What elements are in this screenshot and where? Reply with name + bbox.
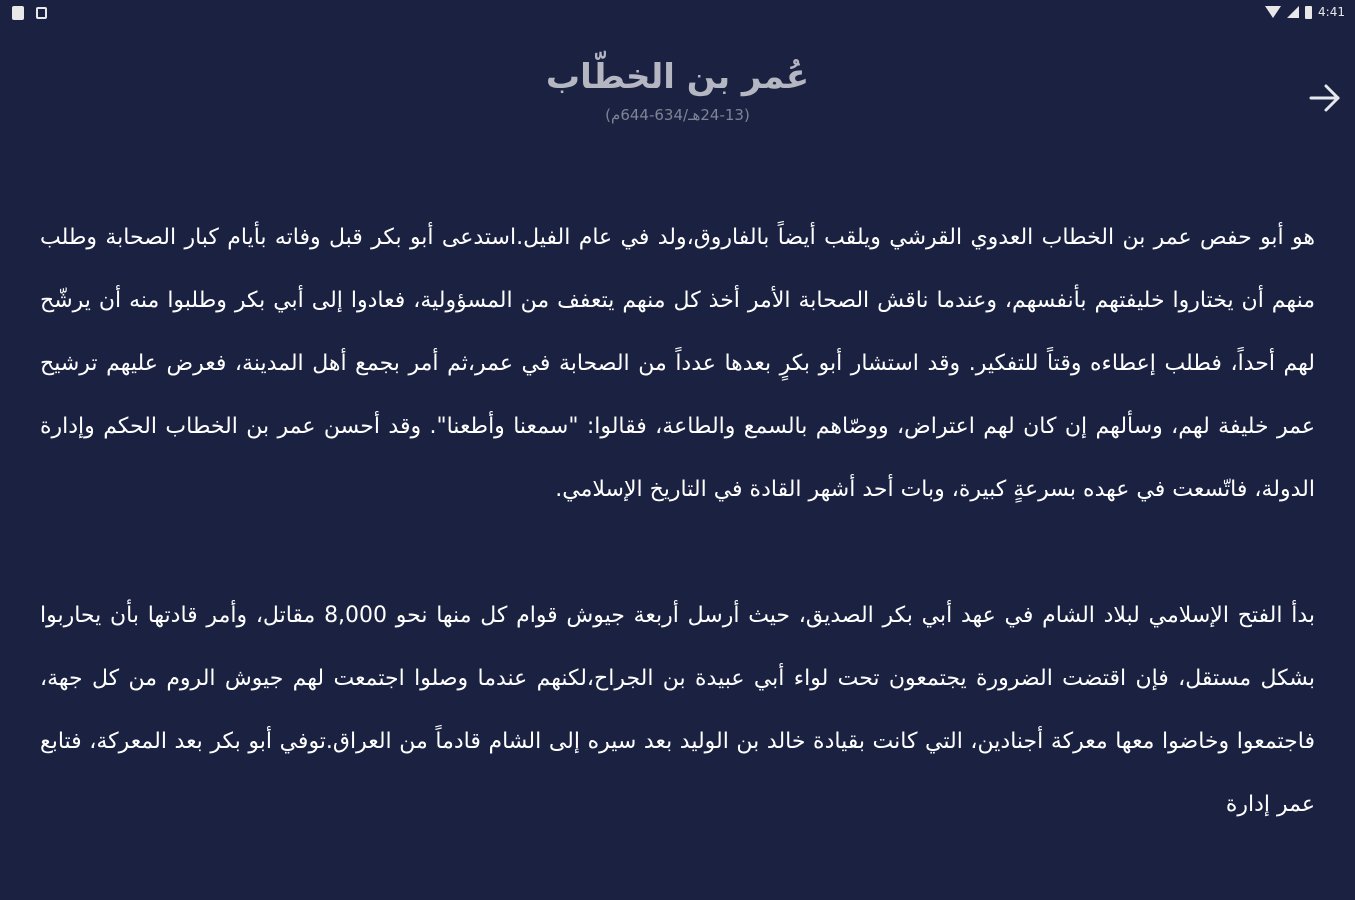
arrow-right-icon bbox=[1307, 80, 1343, 116]
signal-icon bbox=[1287, 6, 1299, 18]
status-time: 4:41 bbox=[1318, 5, 1345, 19]
page-subtitle: (24-13هـ/634-644م) bbox=[605, 106, 750, 124]
article-paragraph: بدأ الفتح الإسلامي لبلاد الشام في عهد أبي بكر الصديق، حيث أرسل أربعة جيوش قوام كل منها نحو 8,000 مقاتل، وأمر قادتها بأن يحاربوا بشكل مستقل، فإن اقتضت الضرورة يجتمعون تحت لواء أبي عبيدة بن الجراح،لكنهم عندما وصلوا اجتمعت لهم جيوش الروم من كل جهة، فاجتمعوا وخاضوا معها معركة أجنادين، التي كانت بقيادة خالد بن الوليد بعد سيره إلى الشام قادماً من العراق.توفي أبو بكر بعد المعركة، فتابع عمر إدارة bbox=[40, 603, 1315, 817]
page-header bbox=[0, 52, 1355, 124]
notification-icon bbox=[12, 6, 24, 20]
status-right-icons bbox=[1265, 5, 1345, 19]
back-button[interactable] bbox=[1305, 78, 1345, 118]
status-left-icons bbox=[12, 6, 47, 20]
status-bar bbox=[0, 0, 1355, 28]
wifi-icon bbox=[1265, 6, 1281, 18]
article-body bbox=[40, 206, 1315, 836]
notification-square-icon bbox=[36, 7, 47, 19]
battery-icon bbox=[1305, 6, 1312, 19]
page-title: عُمر بن الخطّاب bbox=[545, 57, 810, 97]
article-paragraph: هو أبو حفص عمر بن الخطاب العدوي القرشي ويلقب أيضاً بالفاروق،ولد في عام الفيل.استدعى أبو بكر قبل وفاته بأيام كبار الصحابة وطلب منهم أن يختاروا خليفتهم بأنفسهم، وعندما ناقش الصحابة الأمر أخذ كل منهم يتعفف من المسؤولية، فعادوا إلى أبي بكر وطلبوا منه أن يرشّح لهم أحداً، فطلب إعطاءه وقتاً للتفكير. وقد استشار أبو بكرٍ بعدها عدداً من الصحابة في عمر،ثم أمر بجمع أهل المدينة، فعرض عليهم ترشيح عمر خليفة لهم، وسألهم إن كان لهم اعتراض، ووصّاهم بالسمع والطاعة، فقالوا: "سمعنا وأطعنا". وقد أحسن عمر بن الخطاب الحكم وإدارة الدولة، فاتّسعت في عهده بسرعةٍ كبيرة، وبات أحد أشهر القادة في التاريخ الإسلامي. bbox=[40, 225, 1315, 502]
